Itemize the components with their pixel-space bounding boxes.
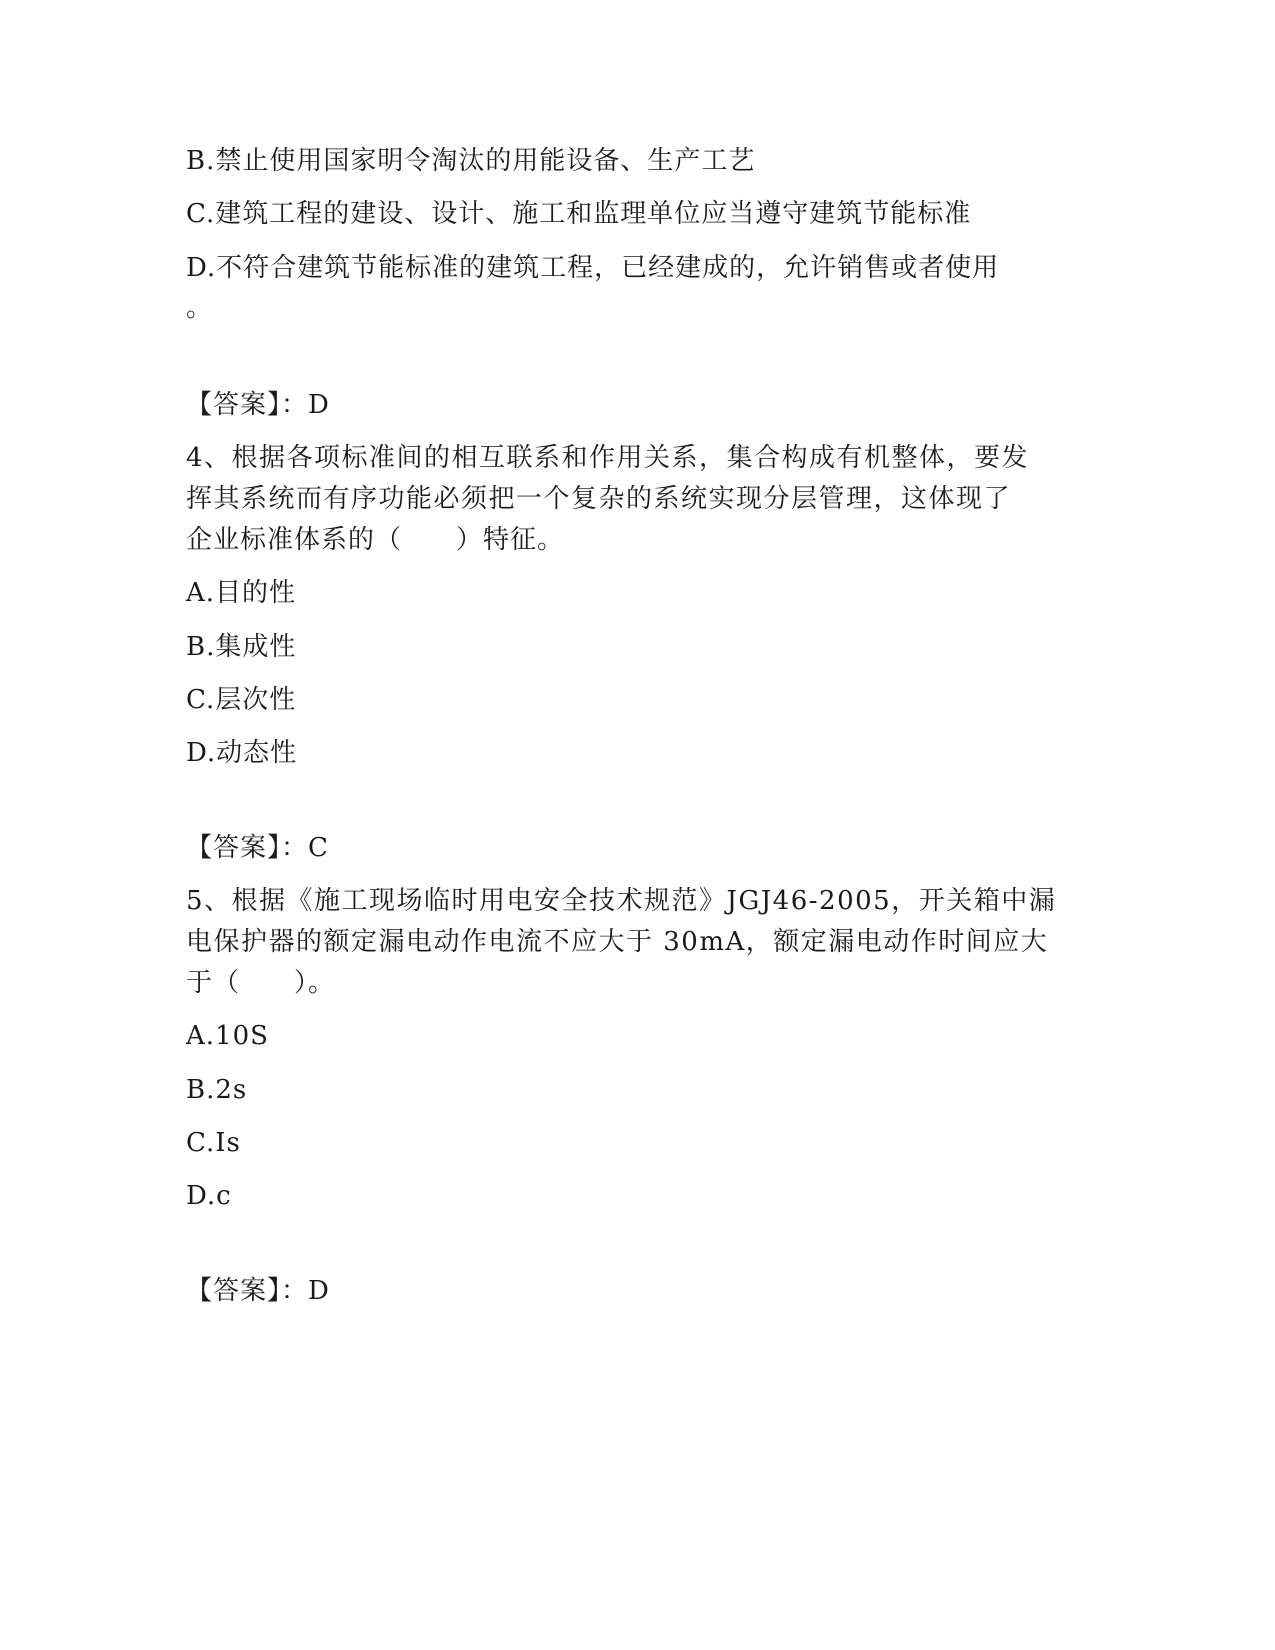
q5-stem-line3: 于（ ）。 xyxy=(186,968,336,998)
q5-option-b: B.2s xyxy=(186,1075,248,1105)
q5-option-c: C.Is xyxy=(186,1128,241,1158)
q3-option-d-line2: 。 xyxy=(186,293,214,323)
q3-answer: 【答案】：D xyxy=(186,390,330,420)
q4-answer: 【答案】：C xyxy=(186,833,329,863)
q5-option-d: D.c xyxy=(186,1181,232,1211)
q3-option-c: C.建筑工程的建设、设计、施工和监理单位应当遵守建筑节能标准 xyxy=(186,199,972,229)
q5-answer: 【答案】：D xyxy=(186,1276,330,1306)
q3-option-d-line1: D.不符合建筑节能标准的建筑工程，已经建成的，允许销售或者使用 xyxy=(186,253,1000,283)
q4-stem-line2: 挥其系统而有序功能必须把一个复杂的系统实现分层管理，这体现了 xyxy=(186,484,1012,514)
q4-stem-line1: 4、根据各项标准间的相互联系和作用关系，集合构成有机整体，要发 xyxy=(186,443,1030,473)
q5-stem-line1: 5、根据《施工现场临时用电安全技术规范》JGJ46-2005，开关箱中漏 xyxy=(186,886,1057,916)
q5-option-a: A.10S xyxy=(186,1021,269,1051)
q4-option-b: B.集成性 xyxy=(186,632,297,662)
q4-option-d: D.动态性 xyxy=(186,738,298,768)
q4-option-a: A.目的性 xyxy=(186,578,297,608)
q4-option-c: C.层次性 xyxy=(186,685,297,715)
q3-option-b: B.禁止使用国家明令淘汰的用能设备、生产工艺 xyxy=(186,146,756,176)
q5-stem-line2: 电保护器的额定漏电动作电流不应大于 30mA，额定漏电动作时间应大 xyxy=(186,927,1049,957)
q4-stem-line3: 企业标准体系的（ ）特征。 xyxy=(186,525,565,555)
